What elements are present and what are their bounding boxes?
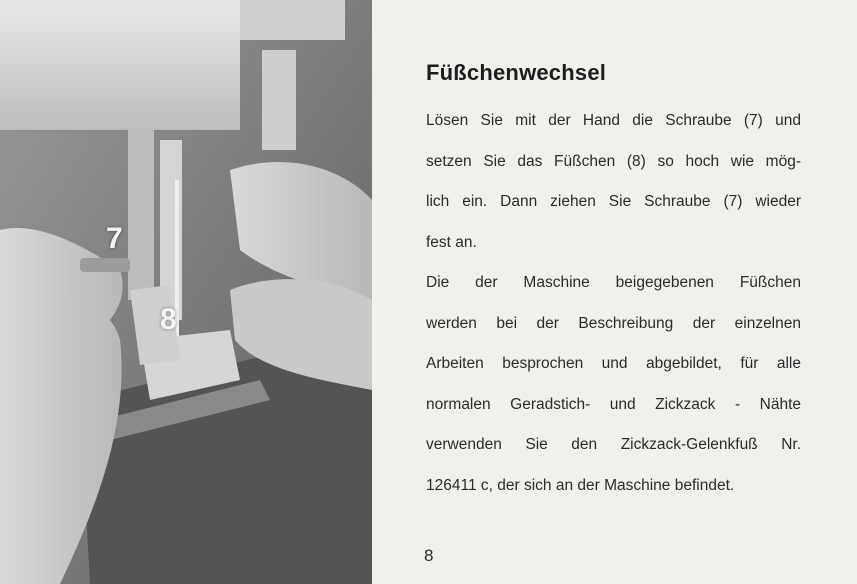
paragraph-included-feet — [426, 263, 801, 506]
callout-foot-number: 8 — [160, 303, 177, 336]
text-line: Arbeiten besprochen und abgebildet, für alle — [426, 355, 801, 372]
callout-screw-number: 7 — [106, 222, 123, 255]
text-line: lich ein. Dann ziehen Sie Schraube (7) wieder — [426, 193, 801, 210]
text-line: Die der Maschine beigegebenen Füßchen — [426, 274, 801, 291]
text-line: werden bei der Beschreibung der einzelnen — [426, 314, 801, 332]
sewing-machine-photo — [0, 0, 372, 584]
presser-foot-illustration — [0, 0, 372, 584]
paragraph-screw-instructions — [426, 101, 801, 263]
text-line: normalen Geradstich- und Zickzack - Nähte — [426, 395, 801, 413]
text-column — [426, 56, 801, 506]
text-line: setzen Sie das Füßchen (8) so hoch wie mög- — [426, 152, 801, 170]
text-line: fest an. — [426, 233, 477, 251]
text-line: 126411 c, der sich an der Maschine befindet. — [426, 476, 735, 494]
page-number: 8 — [424, 546, 434, 565]
page-heading: Füßchenwechsel — [426, 60, 607, 85]
text-line: Lösen Sie mit der Hand die Schraube (7) und — [426, 112, 801, 129]
text-line: verwenden Sie den Zickzack-Gelenkfuß Nr. — [426, 436, 801, 453]
